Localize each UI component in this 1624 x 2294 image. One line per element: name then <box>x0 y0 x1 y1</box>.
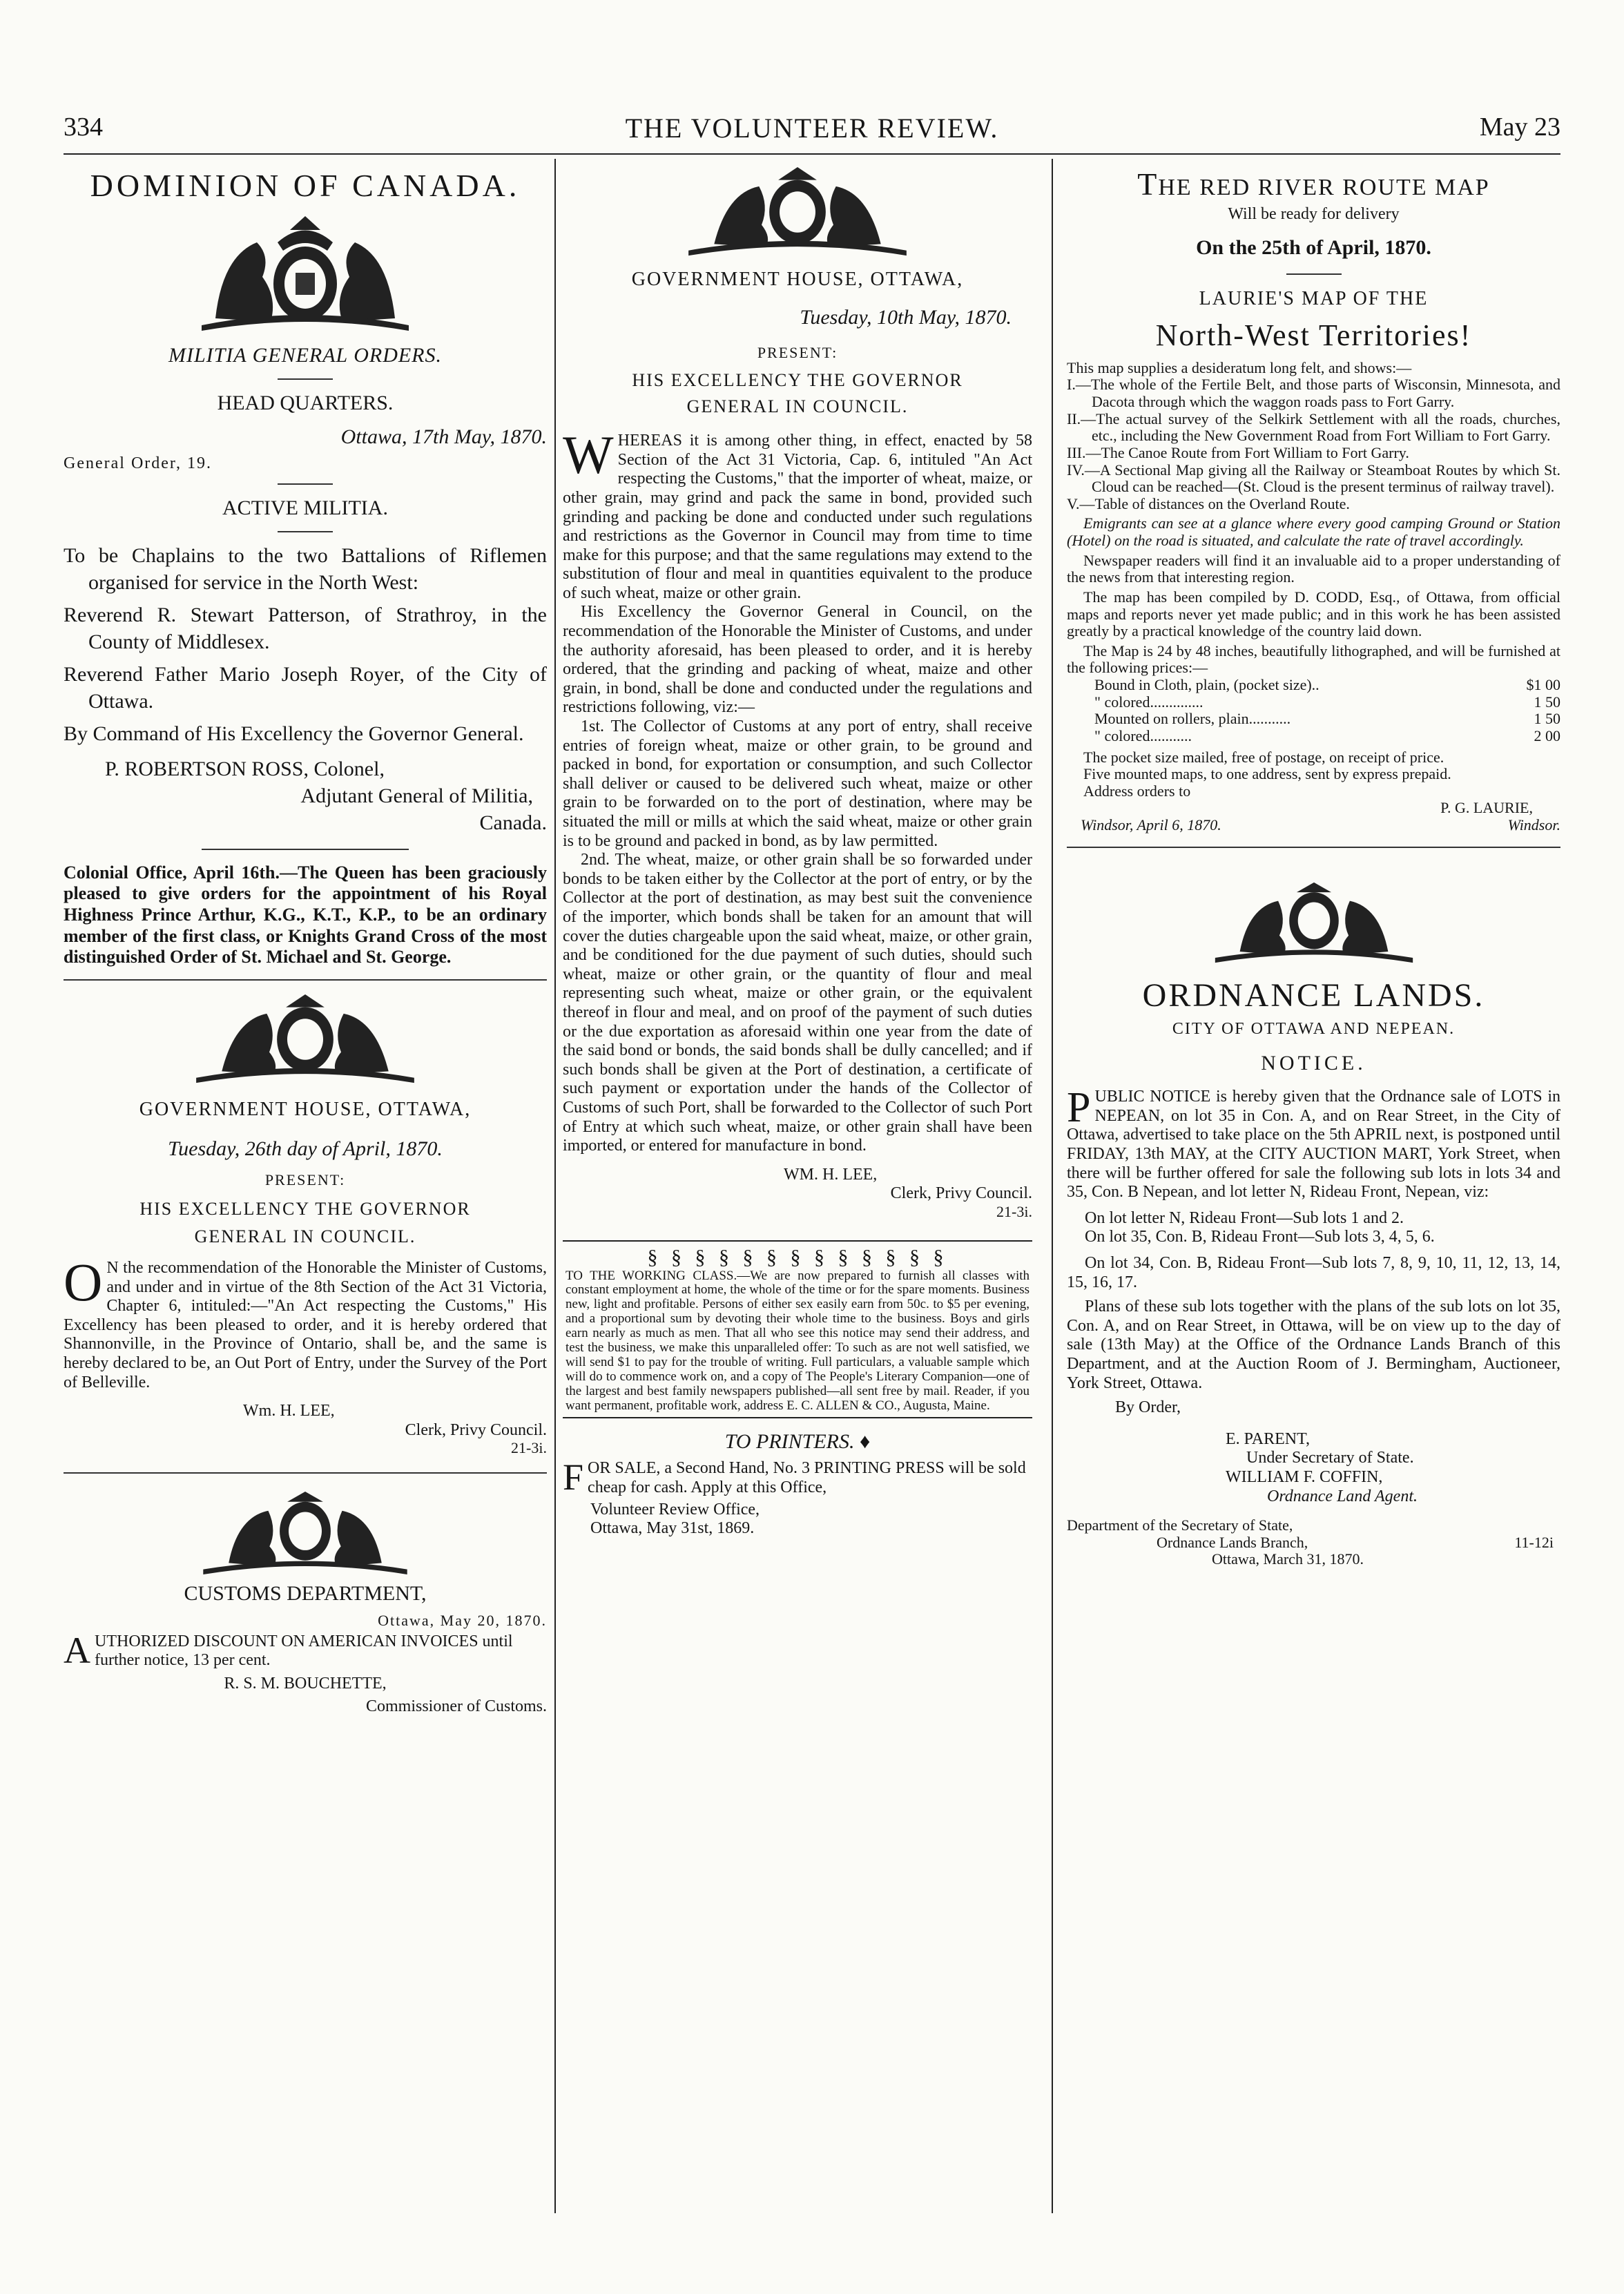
signature-name: Wm. H. LEE, <box>243 1402 335 1420</box>
department-line: Ottawa, March 31, 1870. <box>1212 1550 1364 1568</box>
signature-name: P. G. LAURIE, <box>1440 799 1533 817</box>
department-block <box>1067 1517 1560 1568</box>
notice-body <box>1067 1084 1560 1202</box>
council-heading: HIS EXCELLENCY THE GOVERNOR <box>632 369 963 390</box>
royal-arms-icon <box>1197 881 1431 964</box>
customs-text: UTHORIZED DISCOUNT ON AMERICAN INVOICES until further notice, 13 per cent. <box>95 1632 513 1670</box>
divider <box>278 531 333 532</box>
reference-number: 11-12i <box>1514 1533 1554 1551</box>
signature-name: R. S. M. BOUCHETTE, <box>224 1674 387 1693</box>
divider <box>278 483 333 485</box>
signature-name: WILLIAM F. COFFIN, <box>1226 1467 1383 1486</box>
customs-notice <box>64 1629 547 1671</box>
department-line: Department of the Secretary of State, <box>1067 1516 1293 1534</box>
signature-title: Clerk, Privy Council. <box>405 1420 547 1439</box>
council-heading: GENERAL IN COUNCIL. <box>194 1226 416 1247</box>
price-label: Mounted on rollers, plain........... <box>1094 710 1291 728</box>
dateline: Windsor, April 6, 1870. <box>1081 816 1221 833</box>
active-militia-heading: ACTIVE MILITIA. <box>222 496 388 519</box>
price-list <box>1067 677 1560 745</box>
map-date: On the 25th of April, 1870. <box>1196 235 1431 259</box>
map-feature: III.—The Canoe Route from Fort William to Fort Garry. <box>1067 443 1409 461</box>
price-row <box>1094 728 1560 745</box>
royal-arms-icon <box>181 1492 429 1574</box>
customs-heading: CUSTOMS DEPARTMENT, <box>184 1582 427 1606</box>
signature-name: P. ROBERTSON ROSS, Colonel, <box>105 757 385 780</box>
dateline: Ottawa, 17th May, 1870. <box>340 425 547 448</box>
paragraph: The map has been compiled by D. CODD, Esq., of Ottawa, from official maps and reports never yet made public; and in this work he has been assisted greatly by a practical knowledge of the country laid down. <box>1067 588 1560 640</box>
column-rule <box>1052 159 1053 2213</box>
signature-place: Canada. <box>479 811 547 834</box>
map-title <box>1067 166 1560 202</box>
divider <box>64 979 547 981</box>
city-heading: CITY OF OTTAWA AND NEPEAN. <box>1172 1019 1456 1038</box>
divider <box>64 1472 547 1474</box>
drop-cap: A <box>64 1629 90 1671</box>
printers-text: OR SALE, a Second Hand, No. 3 PRINTING PRESS will be sold cheap for cash. Apply at this Office, <box>588 1459 1026 1496</box>
council-heading: HIS EXCELLENCY THE GOVERNOR <box>139 1198 471 1219</box>
map-title-text: HE RED RIVER ROUTE MAP <box>1158 175 1490 200</box>
office-date: Ottawa, May 31st, 1869. <box>590 1519 755 1538</box>
paragraph: 1st. The Collector of Customs at any port of entry, shall receive entries of foreign wheat, maize or other grain, to be ground and packed in bond, for exportation or consumption, and such Collector shall deliver or caused to be delivered such wheat, maize or other grain to be forwarded on to the port of destination, where may be situated the mill or mills at which the said wheat, maize or other grain is to be ground and packed in bond, as by law permitted. <box>563 717 1032 850</box>
signature-title: Commissioner of Customs. <box>365 1697 547 1716</box>
by-order: By Order, <box>1115 1398 1181 1417</box>
orders-title: MILITIA GENERAL ORDERS. <box>168 344 443 367</box>
paragraph: His Excellency the Governor General in Council, on the recommendation of the Honorable the Minister of Customs, and under the authority aforesaid, has been pleased to order, and it is hereby ordered, that the grinding and packing of wheat, maize and other grain, in bond, shall be done and conducted under the regulations and restrictions following, viz:— <box>563 603 1032 717</box>
territories-heading: North-West Territories! <box>1155 318 1472 352</box>
ornament-row: § § § § § § § § § § § § § <box>647 1245 948 1269</box>
government-house-heading: GOVERNMENT HOUSE, OTTAWA, <box>139 1098 472 1120</box>
issue-date: May 23 <box>1479 113 1560 142</box>
ad-text: TO THE WORKING CLASS.—We are now prepared to furnish all classes with constant employment at home, the whole of the time or for the spare moments. Business new, light and profitable. Persons of either sex easily earn from 50c. to $5 per evening, and a proportional sum by devoting their whole time to the business. Boys and girls earn nearly as much as men. That all who see this notice may send their address, and test the business, we make this unparalleled offer: To such as are not well satisfied, we will send $1 to pay for the trouble of writing. Full particulars, a valuable sample which will do to commence work on, and a copy of The People's Literary Companion—one of the largest and best family newspapers published—all sent free by mail. Reader, if you want permanent, profitable work, address E. C. ALLEN & CO., Augusta, Maine. <box>566 1268 1030 1413</box>
map-feature: V.—Table of distances on the Overland Route. <box>1067 494 1350 512</box>
printers-heading-text: TO PRINTERS. <box>724 1430 855 1454</box>
paragraph: Reverend Father Mario Joseph Royer, of the City of Ottawa. <box>64 662 547 713</box>
royal-arms-icon <box>181 994 429 1084</box>
paragraph: The Map is 24 by 48 inches, beautifully lithographed, and will be furnished at the following prices:— <box>1067 642 1560 677</box>
drop-cap: T <box>1137 166 1159 202</box>
price-value: 1 50 <box>1534 693 1560 711</box>
order-text: N the recommendation of the Honorable the Minister of Customs, and under and in virtue of the 8th Section of the Act 31 Victoria, Chapter 6, intituled:—"An Act respecting the Customs," His Excellency has been pleased to order, and it is hereby ordered that Shannonville, in the Province of Ontario, shall be, and the same is hereby declared to be, an Out Port of Entry, under the Survey of the Port of Belleville. <box>64 1259 547 1391</box>
divider <box>202 849 409 850</box>
paragraph: 2nd. The wheat, maize, or other grain shall be so forwarded under bonds to be taken either by the Collector at the port of entry, or by the Collector at the port of destination, as may best suit the convenience of the importer, which bonds shall be taken for an amount that will cover the duties chargeable upon the said wheat, maize, or other grain, and be conditioned for the due payment of such duties, should such wheat, maize or other grain, or the quantity of flour and meal representing such wheat, maize or other grain, or the equivalent thereof in flour and meal, and on proof of the payment of such duties or the due exportation as aforesaid within one year from the date of the said bond or bonds, the said bonds shall be dully cancelled; and if such bonds shall be given at the Port of destination, a certificate of such payment or exportation under the hands of the Collector of Customs of such Port, shall be forwarded to the Collector of such Port of Entry at which such wheat, maize, or other grain shall have been imported, or entered for manufacture in bond. <box>563 851 1032 1155</box>
department-line: Ordnance Lands Branch, <box>1157 1533 1308 1551</box>
price-label: Bound in Cloth, plain, (pocket size).. <box>1094 676 1320 693</box>
paragraph: Newspaper readers will find it an invaluable aid to a proper understanding of the news from that interesting region. <box>1067 551 1560 586</box>
order-number: General Order, 19. <box>64 454 212 472</box>
divider <box>278 378 333 380</box>
signature-title: Adjutant General of Militia, <box>300 784 533 807</box>
price-value: 2 00 <box>1534 726 1560 744</box>
order-body <box>64 1252 547 1392</box>
section-title: DOMINION OF CANADA. <box>90 168 521 203</box>
printers-ad <box>563 1456 1032 1498</box>
working-class-ad <box>563 1240 1032 1419</box>
map-feature: II.—The actual survey of the Selkirk Settlement with all the roads, churches, etc., including the New Government Road from Fort William to Fort Garry. <box>1067 409 1560 445</box>
map-subtitle: Will be ready for delivery <box>1228 205 1400 223</box>
column-right <box>1067 164 1560 1568</box>
dateline: Tuesday, 26th day of April, 1870. <box>168 1137 443 1161</box>
present-label: PRESENT: <box>757 344 838 362</box>
government-house-heading: GOVERNMENT HOUSE, OTTAWA, <box>631 269 964 290</box>
drop-cap: W <box>563 425 614 485</box>
paragraph: Plans of these sub lots together with the plans of the sub lots on lot 35, Con. A, and on Rear Street, in Ottawa, will be on view up to the day of sale (13th May) at the Office of the Ordnance Lands Branch of this Department, and at the Auction Room of J. Bermingham, Auctioneer, York Street, Ottawa. <box>1067 1298 1560 1392</box>
office-address: Volunteer Review Office, <box>590 1500 760 1519</box>
bullet-icon: ♦ <box>859 1430 871 1454</box>
price-value: $1 00 <box>1526 676 1560 693</box>
journal-title: THE VOLUNTEER REVIEW. <box>625 113 999 144</box>
signature-name: WM. H. LEE, <box>784 1165 878 1184</box>
order-text: HEREAS it is among other thing, in effect, enacted by 58 Section of the Act 31 Victoria, Cap. 6, intituled "An Act respecting the Customs," that the importer of wheat, maize, or other grain, may grind and pack the same in bond, provided such grinding and packing be done and conducted under such regulations and restrictions as the Governor in Council may from time to time make for this purpose; and that the same regulations may extend to the substitution of flour and meal in quantities equivalent to the produce of such wheat, maize or other grain. <box>563 432 1032 602</box>
map-feature: IV.—A Sectional Map giving all the Railway or Steamboat Routes by which St. Cloud can be reached—(St. Cloud is the present terminus of railway travel). <box>1067 461 1560 496</box>
price-label: " colored.............. <box>1094 693 1204 711</box>
column-left <box>64 164 547 1717</box>
lot-listing: On lot 34, Con. B, Rideau Front—Sub lots 7, 8, 9, 10, 11, 12, 13, 14, 15, 16, 17. <box>1067 1253 1560 1291</box>
paragraph: To be Chaplains to the two Battalions of Riflemen organised for service in the North West: <box>64 543 547 594</box>
signature-title: Ordnance Land Agent. <box>1267 1487 1418 1505</box>
drop-cap: P <box>1067 1084 1091 1132</box>
running-head <box>64 112 1560 153</box>
address-line: Address orders to <box>1083 782 1191 800</box>
notice-heading: NOTICE. <box>1261 1052 1366 1075</box>
laurie-heading: LAURIE'S MAP OF THE <box>1199 287 1429 309</box>
price-row <box>1094 711 1560 728</box>
page-number: 334 <box>64 113 103 142</box>
price-label: " colored........... <box>1094 726 1192 744</box>
signature-title: Under Secretary of State. <box>1246 1449 1414 1467</box>
present-label: PRESENT: <box>264 1171 346 1189</box>
ordnance-heading: ORDNANCE LANDS. <box>1142 976 1485 1014</box>
signature-title: Clerk, Privy Council. <box>890 1184 1032 1203</box>
hq-heading: HEAD QUARTERS. <box>217 392 394 414</box>
notice-text: UBLIC NOTICE is hereby given that the Ordnance sale of LOTS in NEPEAN, on lot 35 in Con. A, and on Rear Street, in the City of Ottawa, advertised to take place on the 5th APRIL next, is postponed until FRIDAY, 13th MAY, at the CITY AUCTION MART, York Street, when there will be further offered for sale the following sub lots in lots 34 and 35, Con. B Nepean, and lot letter N, Rideau Front, Nepean, viz: <box>1067 1088 1560 1202</box>
price-row <box>1094 694 1560 711</box>
printers-heading <box>563 1428 1032 1455</box>
dateline: Tuesday, 10th May, 1870. <box>800 306 1012 329</box>
paragraph: By Command of His Excellency the Governor General. <box>64 722 524 745</box>
reference-number: 21-3i. <box>996 1202 1032 1220</box>
drop-cap: F <box>563 1456 584 1498</box>
reference-number: 21-3i. <box>511 1439 547 1457</box>
paragraph: Five mounted maps, to one address, sent by express prepaid. <box>1083 765 1451 783</box>
paragraph: Emigrants can see at a glance where every good camping Ground or Station (Hotel) on the road is situated, and calculate the rate of travel accordingly. <box>1067 514 1560 549</box>
intro: This map supplies a desideratum long felt, and shows:— <box>1067 358 1412 376</box>
paragraph: The pocket size mailed, free of postage, on receipt of price. <box>1083 748 1444 766</box>
drop-cap: O <box>64 1252 103 1313</box>
department-lines <box>1067 1517 1514 1568</box>
price-value: 1 50 <box>1534 710 1560 728</box>
council-heading: GENERAL IN COUNCIL. <box>686 396 909 417</box>
signature-name: E. PARENT, <box>1226 1429 1311 1448</box>
lot-listing: On lot 35, Con. B, Rideau Front—Sub lots 3, 4, 5, 6. <box>1085 1228 1435 1246</box>
divider <box>1067 847 1560 848</box>
column-middle <box>563 164 1032 1539</box>
place: Windsor. <box>1507 816 1560 833</box>
header-rule <box>64 153 1560 155</box>
order-body <box>563 425 1032 603</box>
paragraph: Reverend R. Stewart Patterson, of Strathroy, in the County of Middlesex. <box>64 603 547 653</box>
divider <box>1286 273 1342 275</box>
royal-arms-icon <box>174 215 436 332</box>
colonial-office-notice: Colonial Office, April 16th.—The Queen has been graciously pleased to give orders for the appointment of his Royal Highness Prince Arthur, K.G., K.T., K.P., to be an ordinary member of the first class, or Knights Grand Cross of the most distinguished Order of St. Michael and St. George. <box>64 862 547 967</box>
map-feature: I.—The whole of the Fertile Belt, and those parts of Wisconsin, Minnesota, and Dacota through which the waggon roads pass to Fort Garry. <box>1067 376 1560 410</box>
lot-listing: On lot letter N, Rideau Front—Sub lots 1 and 2. <box>1085 1208 1404 1227</box>
windsor-line <box>1067 817 1560 834</box>
royal-arms-icon <box>673 167 922 257</box>
dateline: Ottawa, May 20, 1870. <box>378 1612 547 1630</box>
price-row <box>1094 677 1560 694</box>
column-rule <box>554 159 556 2213</box>
